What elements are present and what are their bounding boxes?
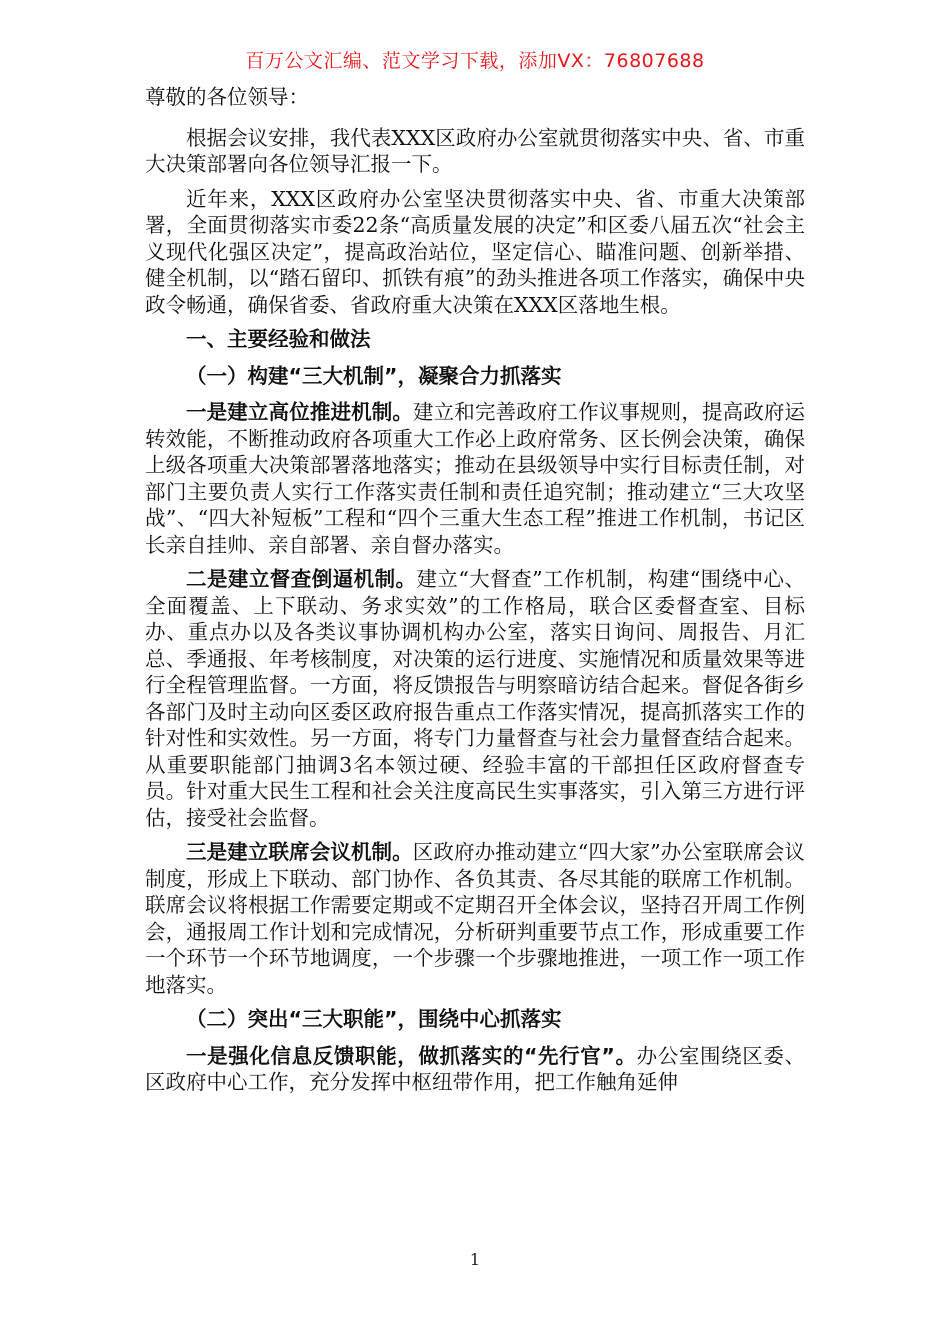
- subsection-heading-1: （一）构建“三大机制”，凝聚合力抓落实: [186, 363, 562, 388]
- intro-paragraph-1: 根据会议安排，我代表XXX区政府办公室就贯彻落实中央、省、市重大决策部署向各位领导汇报一下。: [145, 125, 805, 176]
- paragraph-item-1-2: [145, 566, 805, 831]
- page-number: 1: [469, 1250, 481, 1269]
- paragraph-body: 建立和完善政府工作议事规则，提高政府运转效能，不断推动政府各项重大工作必上政府常务、区长例会决策，确保上级各项重大决策部署落地落实；推动在县级领导中实行目标责任制，对部门主要负责人实行工作落实责任制和责任追究制；推动建立“三大攻坚战”、“四大补短板”工程和“四个三重大生态工程”推进工作机制，书记区长亲自挂帅、亲自部署、亲自督办落实。: [145, 400, 806, 557]
- paragraph-item-1-1: [145, 399, 805, 558]
- paragraph-body: 区政府办推动建立“四大家”办公室联席会议制度，形成上下联动、部门协作、各负其责、各尽其能的联席工作机制。联席会议将根据工作需要定期或不定期召开全体会议，坚持召开周工作例会，通报周工作计划和完成情况，分析研判重要节点工作，形成重要工作一个环节一个环节地调度，一个步骤一个步骤地推进，一项工作一项工作地落实。: [145, 840, 805, 997]
- paragraph-lead: 一是建立高位推进机制。: [186, 400, 414, 424]
- paragraph-lead: 三是建立联席会议机制。: [186, 840, 413, 864]
- intro-paragraph-2: 近年来，XXX区政府办公室坚决贯彻落实中央、省、市重大决策部署，全面贯彻落实市委22条“高质量发展的决定”和区委八届五次“社会主义现代化强区决定”，提高政治站位，坚定信心、瞄准问题、创新举措、健全机制，以“踏石留印、抓铁有痕”的劲头推进各项工作落实，确保中央政令畅通，确保省委、省政府重大决策在XXX区落地生根。: [145, 186, 805, 317]
- subsection-heading-2: （二）突出“三大职能”，围绕中心抓落实: [186, 1007, 562, 1031]
- watermark-banner: 百万公文汇编、范文学习下载，添加VX：76807688: [245, 50, 705, 72]
- paragraph-item-1-3: [145, 839, 805, 998]
- paragraph-item-2-1: [145, 1043, 805, 1096]
- paragraph-body: 建立“大督查”工作机制，构建“围绕中心、全面覆盖、上下联动、务求实效”的工作格局，联合区委督查室、目标办、重点办以及各类议事协调机构办公室，落实日询问、周报告、月汇总、季通报、年考核制度，对决策的运行进度、实施情况和质量效果等进行全程管理监督。一方面，将反馈报告与明察暗访结合起来。督促各街乡各部门及时主动向区委区政府报告重点工作落实情况，提高抓落实工作的针对性和实效性。另一方面，将专门力量督查与社会力量督查结合起来。从重要职能部门抽调3名本领过硬、经验丰富的干部担任区政府督查专员。针对重大民生工程和社会关注度高民生实事落实，引入第三方进行评估，接受社会监督。: [145, 567, 805, 830]
- paragraph-lead: 二是建立督查倒逼机制。: [186, 567, 417, 591]
- paragraph-lead: 一是强化信息反馈职能，做抓落实的“先行官”。: [186, 1043, 637, 1068]
- salutation: 尊敬的各位领导：: [145, 85, 309, 109]
- paragraph-body: 办公室围绕区委、区政府中心工作，充分发挥中枢纽带作用，把工作触角延伸: [145, 1043, 805, 1094]
- section-heading-1: 一、主要经验和做法: [186, 327, 371, 351]
- document-body: [145, 84, 805, 1104]
